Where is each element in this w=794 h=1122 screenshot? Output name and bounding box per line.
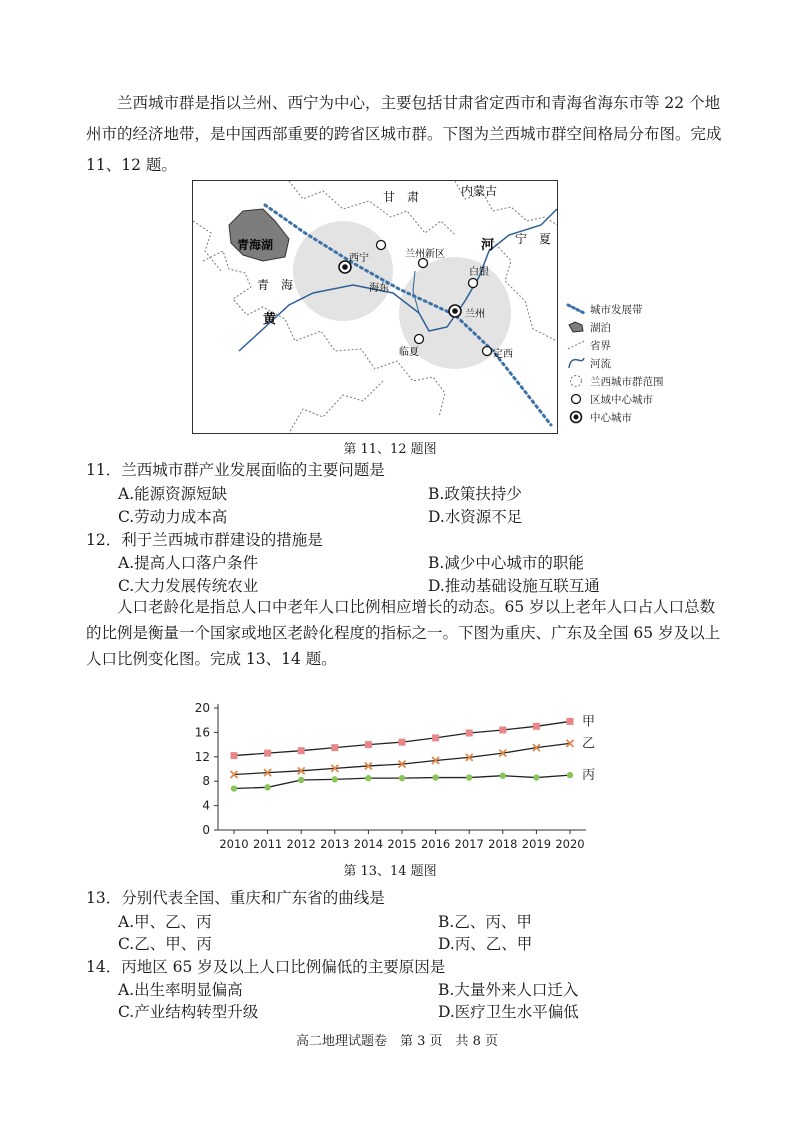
q11-option-b[interactable]: B.政策扶持少 (428, 485, 522, 503)
data-point-circle (365, 775, 371, 781)
baiyin-city-icon (469, 279, 478, 288)
series-label: 丙 (582, 768, 596, 784)
label-gansu: 甘 肃 (383, 190, 420, 204)
legend-item-belt: 城市发展带 (566, 300, 664, 318)
y-tick-label: 4 (202, 798, 210, 813)
series-line (234, 743, 570, 774)
data-point-circle (466, 774, 472, 780)
haidong-city-icon (377, 241, 386, 250)
data-point-square (365, 741, 372, 748)
q13-option-c[interactable]: C.乙、甲、丙 (118, 935, 212, 953)
y-tick-label: 16 (194, 725, 210, 740)
q11-option-c[interactable]: C.劳动力成本高 (118, 508, 228, 526)
data-point-circle (298, 777, 304, 783)
data-point-square (466, 730, 473, 737)
q12-option-a[interactable]: A.提高人口落户条件 (118, 554, 259, 572)
x-tick-label: 2015 (387, 837, 417, 851)
q11-option-d[interactable]: D.水资源不足 (428, 508, 523, 526)
data-point-square (298, 747, 305, 754)
border-line-2 (289, 181, 455, 235)
border-line-5 (289, 381, 383, 433)
map-caption: 第 11、12 题图 (343, 442, 437, 457)
data-point-square (231, 752, 238, 759)
data-point-circle (332, 776, 338, 782)
q14-option-a[interactable]: A.出生率明显偏高 (118, 981, 243, 999)
x-tick-label: 2017 (454, 837, 484, 851)
x-tick-label: 2013 (320, 837, 350, 851)
data-point-square (533, 723, 540, 730)
q14-stem: 14．丙地区 65 岁及以上人口比例偏低的主要原因是 (86, 958, 446, 976)
lanxi-map (192, 180, 558, 434)
label-ningxia: 宁 夏 (515, 232, 552, 246)
data-point-circle (567, 772, 573, 778)
y-tick-label: 12 (194, 749, 210, 764)
data-point-circle (500, 773, 506, 779)
data-point-square (567, 718, 574, 725)
label-lanzhou-xinqu: 兰州新区 (405, 249, 445, 260)
x-tick-label: 2019 (521, 837, 552, 851)
q12-option-d[interactable]: D.推动基础设施互联互通 (428, 577, 600, 595)
map-legend (566, 300, 664, 426)
legend-item-river: 河流 (566, 354, 664, 372)
q12-option-b[interactable]: B.减少中心城市的职能 (428, 554, 584, 572)
chart-caption: 第 13、14 题图 (343, 864, 437, 879)
x-tick-label: 2010 (219, 837, 249, 851)
data-point-square (331, 744, 338, 751)
dingxi-city-icon (483, 347, 492, 356)
legend-item-border: 省界 (566, 336, 664, 354)
legend-item-range: 兰西城市群范围 (566, 372, 664, 390)
border-line-6 (193, 221, 221, 271)
label-qinghaihu: 青海湖 (237, 238, 274, 252)
intro-paragraph-1: 兰西城市群是指以兰州、西宁为中心，主要包括甘肃省定西市和青海省海东市等 22 个地州市的经济地带，是中国西部重要的跨省区城市群。下图为兰西城市群空间格局分布图。完成 11、12 题。 (86, 94, 722, 174)
series-label: 甲 (582, 714, 596, 730)
y-tick-label: 0 (202, 823, 210, 837)
page-footer: 高二地理试题卷 第 3 页 共 8 页 (295, 1034, 499, 1049)
y-tick-label: 8 (202, 774, 210, 789)
q13-option-d[interactable]: D.丙、乙、甲 (438, 935, 533, 953)
q12-stem: 12．利于兰西城市群建设的措施是 (86, 531, 323, 549)
x-tick-label: 2011 (252, 837, 283, 851)
label-xining: 西宁 (349, 253, 369, 264)
x-tick-label: 2018 (488, 837, 518, 851)
x-tick-label: 2016 (420, 837, 451, 851)
data-point-square (264, 750, 271, 757)
legend-item-regional-city: 区域中心城市 (566, 390, 664, 408)
y-tick-label: 20 (194, 701, 210, 715)
q14-option-c[interactable]: C.产业结构转型升级 (118, 1003, 259, 1021)
q13-stem: 13．分别代表全国、重庆和广东省的曲线是 (86, 889, 385, 907)
label-haidong: 海东 (369, 283, 389, 294)
label-baiyin: 白银 (469, 267, 489, 278)
label-lanzhou: 兰州 (465, 309, 485, 320)
aging-line-chart (180, 690, 620, 858)
legend-item-center-city: 中心城市 (566, 408, 664, 426)
data-point-circle (264, 784, 270, 790)
data-point-square (499, 726, 506, 733)
data-point-circle (231, 785, 237, 791)
intro-paragraph-2: 人口老龄化是指总人口中老年人口比例相应增长的动态。65 岁以上老年人口占人口总数的比例是衡量一个国家或地区老龄化程度的指标之一。下图为重庆、广东及全国 65 岁及以上人口比例变化图。完成 13、14 题。 (86, 598, 721, 668)
x-tick-label: 2014 (353, 837, 384, 851)
q13-option-a[interactable]: A.甲、乙、丙 (118, 913, 212, 931)
label-linxia: 临夏 (399, 347, 419, 358)
data-point-square (432, 734, 439, 741)
q11-option-a[interactable]: A.能源资源短缺 (118, 485, 228, 503)
q14-option-b[interactable]: B.大量外来人口迁入 (438, 981, 579, 999)
q12-option-c[interactable]: C.大力发展传统农业 (118, 577, 259, 595)
data-point-circle (432, 774, 438, 780)
legend-item-lake: 湖泊 (566, 318, 664, 336)
linxia-city-icon (415, 335, 424, 344)
series-label: 乙 (582, 736, 596, 752)
q11-stem: 11．兰西城市群产业发展面临的主要问题是 (86, 461, 385, 479)
label-huang: 黄 (263, 312, 277, 327)
q13-option-b[interactable]: B.乙、丙、甲 (438, 913, 532, 931)
x-tick-label: 2020 (555, 837, 585, 851)
q14-option-d[interactable]: D.医疗卫生水平偏低 (438, 1003, 579, 1021)
x-tick-label: 2012 (286, 837, 316, 851)
label-dingxi: 定西 (493, 349, 513, 360)
data-point-circle (533, 774, 539, 780)
label-qinghai: 青 海 (257, 278, 294, 292)
data-point-square (399, 739, 406, 746)
data-point-circle (399, 775, 405, 781)
label-neimenggu: 内蒙古 (461, 184, 498, 198)
label-he: 河 (481, 238, 495, 253)
